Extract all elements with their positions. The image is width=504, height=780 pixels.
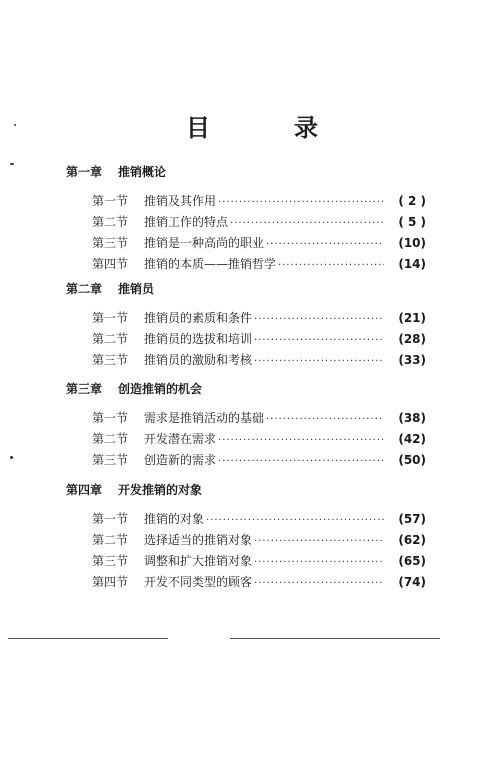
- dot-leader: [254, 573, 384, 594]
- chapter-title: 推销概论: [118, 165, 167, 179]
- chapter-heading: [66, 163, 426, 181]
- section-number: 第三节: [92, 353, 129, 367]
- dot-leader: [254, 351, 384, 372]
- section-title: 调整和扩大推销对象: [144, 554, 253, 568]
- dot-leader: [218, 430, 384, 451]
- chapter-heading: [66, 481, 426, 499]
- page-number: ( 5 ): [398, 215, 426, 229]
- section-list: [92, 191, 426, 275]
- scan-line: [230, 638, 440, 639]
- section-number: 第一节: [92, 311, 129, 325]
- section-title: 推销员的选拔和培训: [144, 332, 253, 346]
- chapter-title: 推销员: [118, 282, 155, 296]
- section-number: 第三节: [92, 453, 129, 467]
- page-number: (57): [398, 512, 426, 526]
- dot-leader: [266, 409, 384, 430]
- section-number: 第四节: [92, 575, 129, 589]
- page-number: (28): [398, 332, 426, 346]
- toc-entry[interactable]: [92, 408, 426, 429]
- section-title: 创造新的需求: [144, 453, 217, 467]
- chapter-3: [66, 380, 426, 471]
- chapter-number: 第三章: [66, 382, 103, 396]
- toc-entry[interactable]: [92, 329, 426, 350]
- page-number: (21): [398, 311, 426, 325]
- page-number: (14): [398, 257, 426, 271]
- toc-entry[interactable]: [92, 572, 426, 593]
- section-number: 第一节: [92, 194, 129, 208]
- scan-speck: [10, 456, 13, 459]
- chapter-2: [66, 280, 426, 371]
- section-title: 推销员的激励和考核: [144, 353, 253, 367]
- toc-entry[interactable]: [92, 530, 426, 551]
- toc-entry[interactable]: [92, 509, 426, 530]
- dot-leader: [218, 192, 384, 213]
- toc-entry[interactable]: [92, 191, 426, 212]
- section-number: 第四节: [92, 257, 129, 271]
- section-list: [92, 509, 426, 593]
- scan-speck: [14, 124, 16, 126]
- chapter-4: [66, 481, 426, 593]
- toc-entry[interactable]: [92, 350, 426, 371]
- toc-entry[interactable]: [92, 308, 426, 329]
- page-number: (42): [398, 432, 426, 446]
- chapter-title: 开发推销的对象: [118, 483, 203, 497]
- toc-entry[interactable]: [92, 233, 426, 254]
- section-title: 需求是推销活动的基础: [144, 411, 265, 425]
- chapter-title: 创造推销的机会: [118, 382, 203, 396]
- section-number: 第二节: [92, 332, 129, 346]
- page-number: (33): [398, 353, 426, 367]
- page-number: (65): [398, 554, 426, 568]
- section-title: 推销及其作用: [144, 194, 217, 208]
- chapter-heading: [66, 280, 426, 298]
- chapter-1: [66, 163, 426, 275]
- toc-entry[interactable]: [92, 254, 426, 275]
- dot-leader: [254, 330, 384, 351]
- section-title: 开发潜在需求: [144, 432, 217, 446]
- section-title: 选择适当的推销对象: [144, 533, 253, 547]
- toc-entry[interactable]: [92, 429, 426, 450]
- section-number: 第二节: [92, 533, 129, 547]
- page-number: (74): [398, 575, 426, 589]
- section-title: 推销员的素质和条件: [144, 311, 253, 325]
- dot-leader: [254, 552, 384, 573]
- chapter-heading: [66, 380, 426, 398]
- section-title: 推销是一种高尚的职业: [144, 236, 265, 250]
- toc-entry[interactable]: [92, 450, 426, 471]
- dot-leader: [230, 213, 384, 234]
- dot-leader: [218, 451, 384, 472]
- toc-entry[interactable]: [92, 212, 426, 233]
- section-title: 开发不同类型的顾客: [144, 575, 253, 589]
- chapter-number: 第四章: [66, 483, 103, 497]
- page-title: 目 录: [186, 114, 348, 142]
- dot-leader: [206, 510, 384, 531]
- page-number: (50): [398, 453, 426, 467]
- scan-line: [8, 638, 168, 639]
- page-number: (62): [398, 533, 426, 547]
- section-number: 第一节: [92, 512, 129, 526]
- page-number: (38): [398, 411, 426, 425]
- section-title: 推销的本质——推销哲学: [144, 257, 277, 271]
- section-number: 第三节: [92, 554, 129, 568]
- section-list: [92, 408, 426, 471]
- chapter-number: 第一章: [66, 165, 103, 179]
- section-title: 推销工作的特点: [144, 215, 229, 229]
- section-number: 第二节: [92, 215, 129, 229]
- scan-speck: [10, 163, 14, 165]
- dot-leader: [278, 255, 384, 276]
- section-number: 第一节: [92, 411, 129, 425]
- page-number: (10): [398, 236, 426, 250]
- toc-entry[interactable]: [92, 551, 426, 572]
- section-number: 第三节: [92, 236, 129, 250]
- section-list: [92, 308, 426, 371]
- dot-leader: [266, 234, 384, 255]
- page-number: ( 2 ): [398, 194, 426, 208]
- section-number: 第二节: [92, 432, 129, 446]
- dot-leader: [254, 309, 384, 330]
- chapter-number: 第二章: [66, 282, 103, 296]
- dot-leader: [254, 531, 384, 552]
- section-title: 推销的对象: [144, 512, 205, 526]
